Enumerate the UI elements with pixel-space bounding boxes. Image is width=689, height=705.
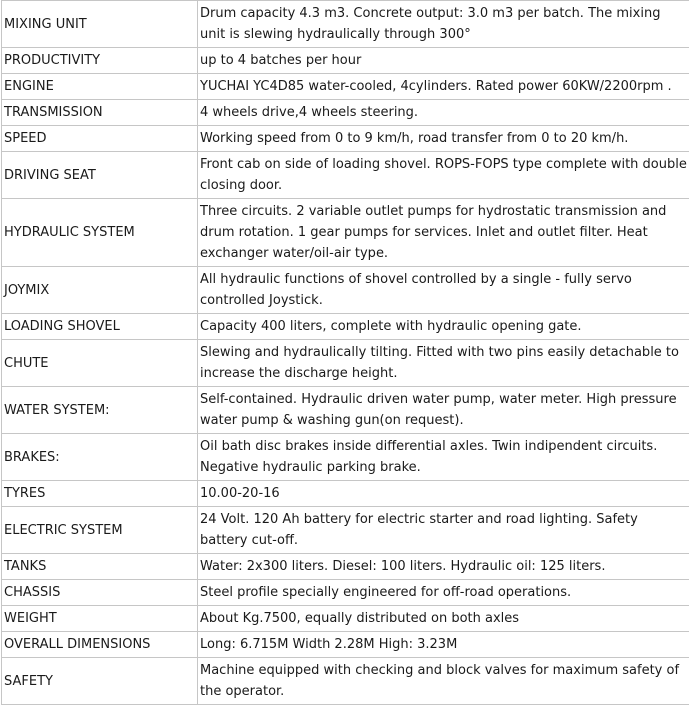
spec-row xyxy=(2,1,689,48)
spec-label: MIXING UNIT xyxy=(2,1,198,48)
spec-label: SPEED xyxy=(2,126,198,152)
spec-label: CHUTE xyxy=(2,340,198,387)
spec-value: About Kg.7500, equally distributed on both axles xyxy=(198,606,689,632)
spec-label: PRODUCTIVITY xyxy=(2,48,198,74)
spec-row xyxy=(2,74,689,100)
spec-table xyxy=(1,0,689,705)
spec-value: Water: 2x300 liters. Diesel: 100 liters. Hydraulic oil: 125 liters. xyxy=(198,554,689,580)
spec-label: WEIGHT xyxy=(2,606,198,632)
spec-row xyxy=(2,606,689,632)
spec-value: up to 4 batches per hour xyxy=(198,48,689,74)
spec-row xyxy=(2,434,689,481)
spec-row xyxy=(2,554,689,580)
spec-label: HYDRAULIC SYSTEM xyxy=(2,199,198,267)
spec-row xyxy=(2,658,689,705)
spec-value: YUCHAI YC4D85 water-cooled, 4cylinders. Rated power 60KW/2200rpm . xyxy=(198,74,689,100)
spec-label: ELECTRIC SYSTEM xyxy=(2,507,198,554)
spec-value: Slewing and hydraulically tilting. Fitted with two pins easily detachable to increase the discharge height. xyxy=(198,340,689,387)
spec-row xyxy=(2,632,689,658)
spec-row xyxy=(2,199,689,267)
spec-row xyxy=(2,314,689,340)
spec-value: Self-contained. Hydraulic driven water pump, water meter. High pressure water pump & washing gun(on request). xyxy=(198,387,689,434)
spec-value: Machine equipped with checking and block valves for maximum safety of the operator. xyxy=(198,658,689,705)
spec-value: 10.00-20-16 xyxy=(198,481,689,507)
spec-label: TANKS xyxy=(2,554,198,580)
spec-value: 4 wheels drive,4 wheels steering. xyxy=(198,100,689,126)
spec-value: Oil bath disc brakes inside differential axles. Twin indipendent circuits. Negative hydraulic parking brake. xyxy=(198,434,689,481)
spec-value: Front cab on side of loading shovel. ROPS-FOPS type complete with double closing door. xyxy=(198,152,689,199)
spec-label: DRIVING SEAT xyxy=(2,152,198,199)
spec-row xyxy=(2,48,689,74)
spec-label: JOYMIX xyxy=(2,267,198,314)
spec-value: Working speed from 0 to 9 km/h, road transfer from 0 to 20 km/h. xyxy=(198,126,689,152)
spec-row xyxy=(2,100,689,126)
spec-row xyxy=(2,580,689,606)
spec-value: Drum capacity 4.3 m3. Concrete output: 3.0 m3 per batch. The mixing unit is slewing hydraulically through 300° xyxy=(198,1,689,48)
spec-row xyxy=(2,340,689,387)
spec-label: TRANSMISSION xyxy=(2,100,198,126)
spec-label: SAFETY xyxy=(2,658,198,705)
spec-label: TYRES xyxy=(2,481,198,507)
spec-value: Long: 6.715M Width 2.28M High: 3.23M xyxy=(198,632,689,658)
spec-row xyxy=(2,387,689,434)
spec-value: Three circuits. 2 variable outlet pumps for hydrostatic transmission and drum rotation. 1 gear pumps for services. Inlet and outlet filter. Heat exchanger water/oil-air type. xyxy=(198,199,689,267)
spec-row xyxy=(2,267,689,314)
spec-table-body xyxy=(2,1,689,705)
spec-value: Steel profile specially engineered for off-road operations. xyxy=(198,580,689,606)
spec-row xyxy=(2,481,689,507)
spec-label: BRAKES: xyxy=(2,434,198,481)
spec-row xyxy=(2,152,689,199)
spec-row xyxy=(2,126,689,152)
spec-value: All hydraulic functions of shovel controlled by a single - fully servo controlled Joystick. xyxy=(198,267,689,314)
spec-label: WATER SYSTEM: xyxy=(2,387,198,434)
spec-value: 24 Volt. 120 Ah battery for electric starter and road lighting. Safety battery cut-off. xyxy=(198,507,689,554)
spec-row xyxy=(2,507,689,554)
spec-value: Capacity 400 liters, complete with hydraulic opening gate. xyxy=(198,314,689,340)
spec-label: ENGINE xyxy=(2,74,198,100)
spec-label: LOADING SHOVEL xyxy=(2,314,198,340)
spec-label: CHASSIS xyxy=(2,580,198,606)
spec-label: OVERALL DIMENSIONS xyxy=(2,632,198,658)
